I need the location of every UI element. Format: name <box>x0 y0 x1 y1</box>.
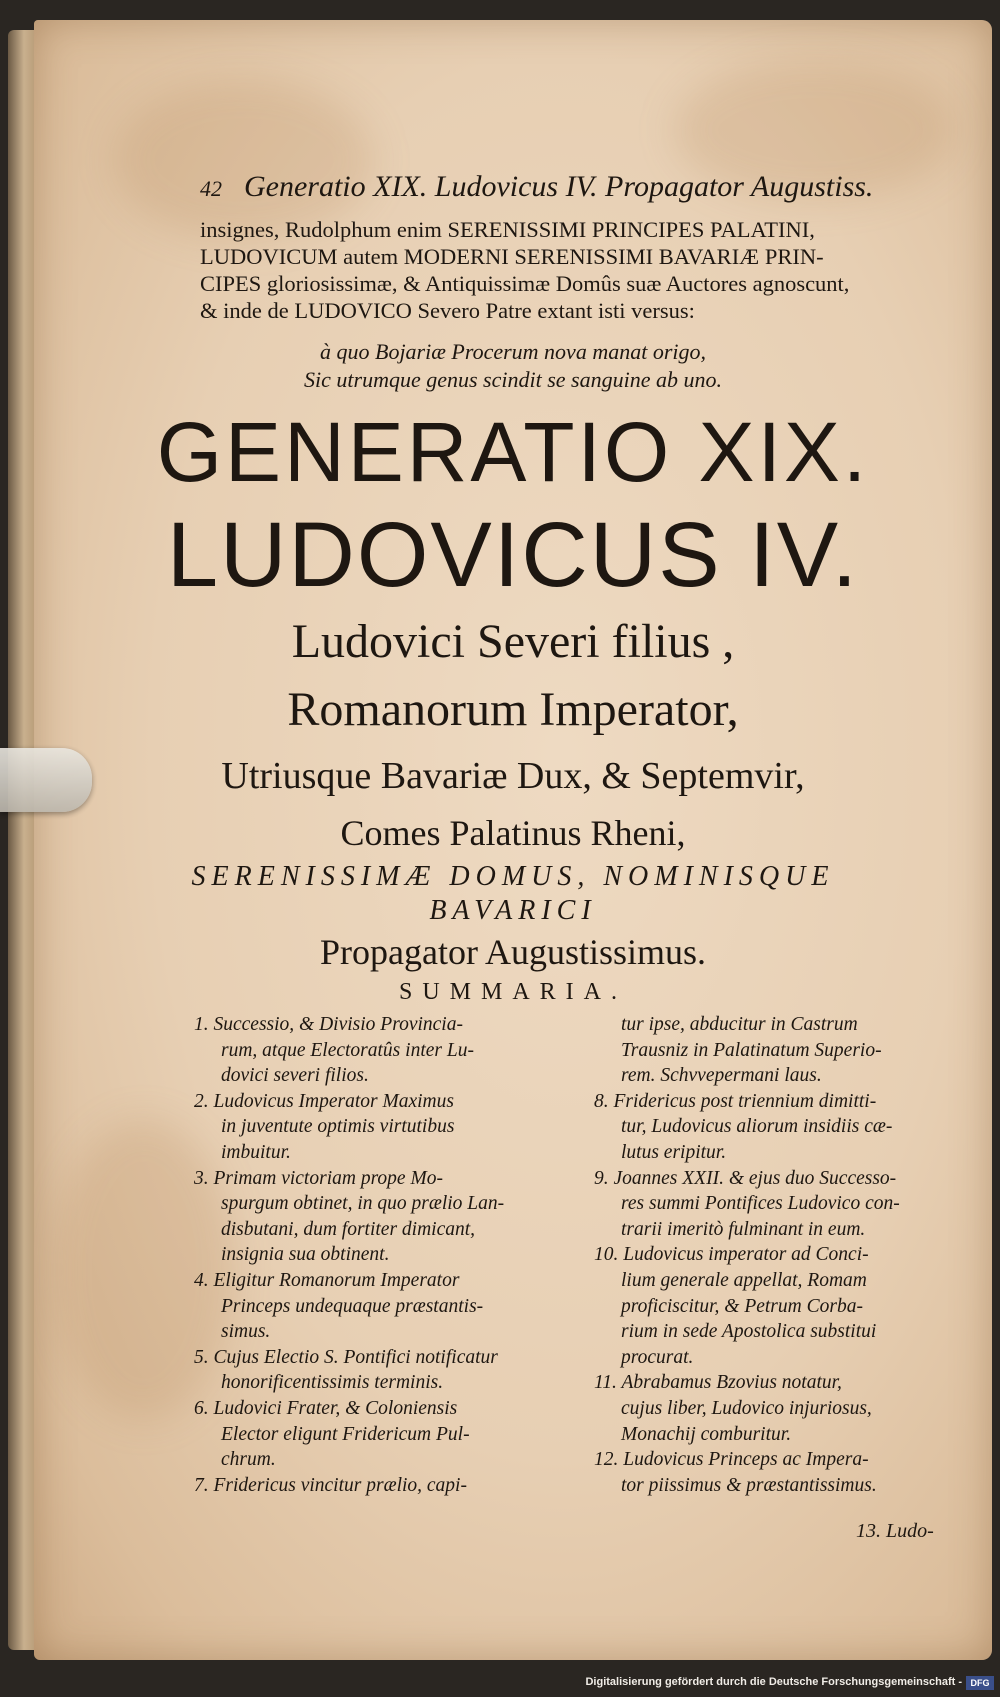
summary-line: trarii imeritò fulminant in eum. <box>621 1218 866 1240</box>
summary-line: 12. Ludovicus Princeps ac Impera- <box>594 1449 869 1471</box>
summary-line: lium generale appellat, Romam <box>621 1269 867 1291</box>
catchword: 13. Ludo- <box>856 1520 934 1542</box>
page-marker-clip <box>0 748 92 812</box>
summary-column-left <box>194 1012 576 1498</box>
summary-line: cujus liber, Ludovico injuriosus, <box>621 1397 872 1419</box>
chapter-title: GENERATIO XIX. <box>156 405 870 499</box>
summary-line: 9. Joannes XXII. & ejus duo Successo- <box>594 1167 897 1189</box>
summary-line: imbuitur. <box>221 1141 291 1163</box>
summary-line: rium in sede Apostolica substitui <box>621 1321 877 1343</box>
summary-line: 10. Ludovicus imperator ad Conci- <box>594 1244 869 1266</box>
title-line: BAVARICI <box>429 895 597 926</box>
title-line: Romanorum Imperator, <box>287 683 739 736</box>
summary-line: 4. Eligitur Romanorum Imperator <box>194 1269 460 1291</box>
summary-line: proficiscitur, & Petrum Corba- <box>621 1295 863 1317</box>
intro-paragraph <box>200 216 990 324</box>
subject-name: LUDOVICUS IV. <box>166 504 860 606</box>
title-line: Propagator Augustissimus. <box>319 932 706 972</box>
summary-line: tur ipse, abducitur in Castrum <box>621 1014 858 1035</box>
page-number: 42 <box>200 176 222 201</box>
title-line: SERENISSIMÆ DOMUS, NOMINISQUE <box>191 861 835 892</box>
summary-line: Princeps undequaque præstantis- <box>221 1295 484 1317</box>
verse <box>34 338 992 394</box>
summary-line: disbutani, dum fortiter dimicant, <box>221 1218 476 1240</box>
summary-line: chrum. <box>221 1449 276 1471</box>
summary-line: Monachij comburitur. <box>621 1423 792 1445</box>
summary-line: tur, Ludovicus aliorum insidiis cæ- <box>621 1116 893 1138</box>
summary-line: 5. Cujus Electio S. Pontifici notificatur <box>194 1346 498 1368</box>
footer-bar <box>0 1671 1000 1697</box>
summary-line: lutus eripitur. <box>621 1141 727 1163</box>
summary-line: 1. Successio, & Divisio Provincia- <box>194 1014 463 1035</box>
running-head-text: Generatio XIX. Ludovicus IV. Propagator Augustiss. <box>244 170 874 203</box>
summary-line: procurat. <box>621 1346 694 1368</box>
summary-line: in juventute optimis virtutibus <box>221 1116 455 1138</box>
summary-line: res summi Pontifices Ludovico con- <box>621 1193 900 1215</box>
summary-line: 3. Primam victoriam prope Mo- <box>194 1167 443 1189</box>
summary-column-right <box>594 1012 974 1498</box>
book-page <box>34 20 992 1660</box>
title-line-italic <box>34 860 992 928</box>
intro-line: CIPES gloriosissimæ, & Antiquissimæ Domûs suæ Auctores agnoscunt, <box>200 271 850 296</box>
summary-line: tor piissimus & præstantissimus. <box>621 1474 877 1496</box>
summary-line: 6. Ludovici Frater, & Coloniensis <box>194 1397 458 1419</box>
verse-line: Sic utrumque genus scindit se sanguine ab uno. <box>304 367 722 392</box>
intro-line: insignes, Rudolphum enim SERENISSIMI PRINCIPES PALATINI, <box>200 217 815 242</box>
summary-line: 8. Fridericus post triennium dimitti- <box>594 1090 877 1112</box>
summary-line: rum, atque Electoratûs inter Lu- <box>221 1039 474 1061</box>
summary-line: rem. Schvvepermani laus. <box>621 1065 822 1087</box>
summary-line: honorificentissimis terminis. <box>221 1372 444 1394</box>
summary-line: 2. Ludovicus Imperator Maximus <box>194 1090 454 1112</box>
intro-line: LUDOVICUM autem MODERNI SERENISSIMI BAVARIÆ PRIN- <box>200 244 824 269</box>
summary-line: 7. Fridericus vincitur prælio, capi- <box>194 1474 467 1496</box>
funding-credit: Digitalisierung gefördert durch die Deutsche Forschungsgemeinschaft - <box>585 1676 962 1688</box>
summary-line: dovici severi filios. <box>221 1065 369 1087</box>
summary-line: Trausniz in Palatinatum Superio- <box>621 1039 882 1061</box>
summary-line: insignia sua obtinent. <box>221 1244 390 1266</box>
summaria-heading: SUMMARIA. <box>398 979 628 1005</box>
title-line: Utriusque Bavariæ Dux, & Septemvir, <box>221 755 805 797</box>
dfg-logo-icon: DFG <box>966 1676 994 1690</box>
summary-line: spurgum obtinet, in quo prælio Lan- <box>221 1193 505 1215</box>
running-head <box>200 170 980 204</box>
verse-line: à quo Bojariæ Procerum nova manat origo, <box>320 339 706 364</box>
title-line: Ludovici Severi filius , <box>291 615 735 668</box>
title-line: Comes Palatinus Rheni, <box>340 813 686 853</box>
summary-line: simus. <box>221 1321 271 1343</box>
intro-line: & inde de LUDOVICO Severo Patre extant isti versus: <box>200 298 695 323</box>
summary-line: 11. Abrabamus Bzovius notatur, <box>594 1372 842 1394</box>
summary-line: Elector eligunt Fridericum Pul- <box>221 1423 470 1445</box>
